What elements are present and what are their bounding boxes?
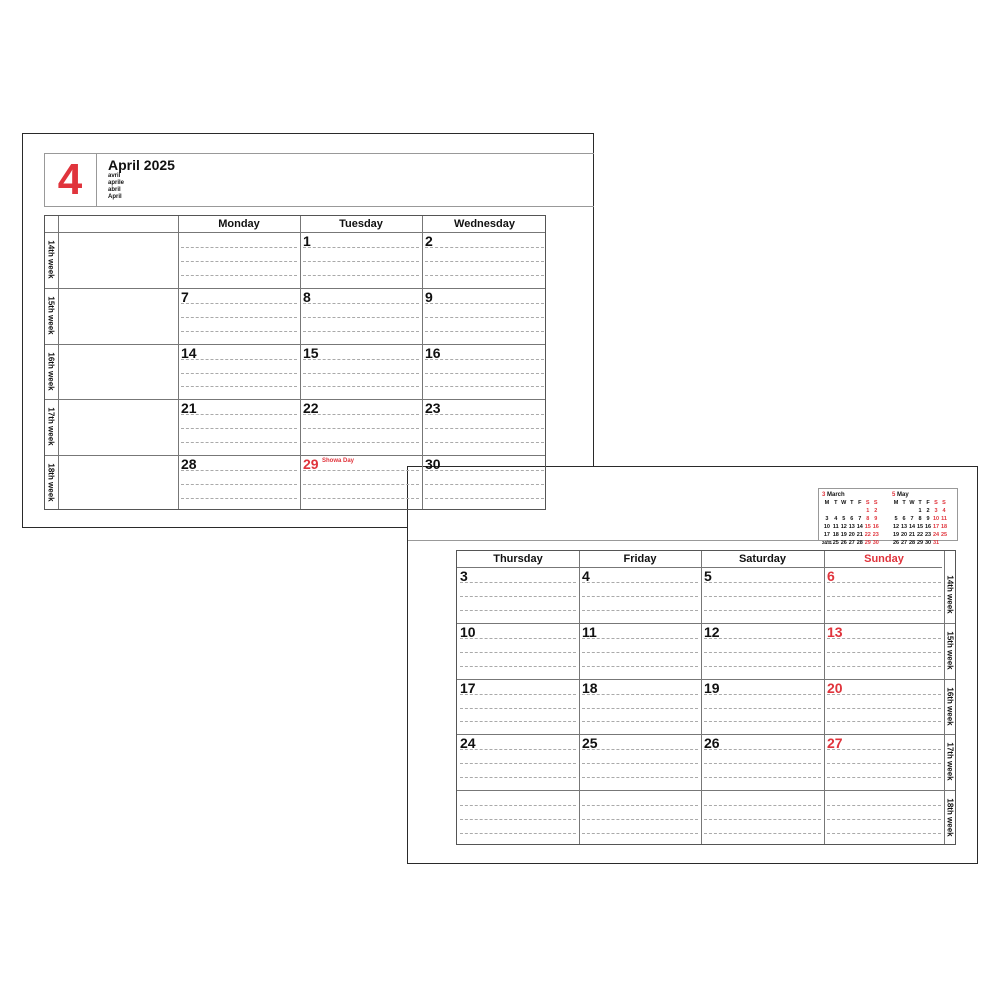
week-label: 17th week — [46, 407, 56, 446]
mini-date: 1 — [866, 508, 870, 514]
writing-line — [303, 484, 419, 485]
day-header: Friday — [623, 553, 657, 565]
writing-line — [181, 484, 297, 485]
mini-date: 27 — [900, 540, 908, 546]
mini-date: 16 — [872, 524, 879, 530]
week-label: 16th week — [46, 351, 56, 391]
writing-line — [704, 596, 821, 597]
mini-date: 20 — [900, 532, 908, 538]
mini-date: 26 — [892, 540, 900, 546]
writing-line — [460, 819, 576, 820]
writing-line — [181, 303, 297, 304]
writing-line — [827, 666, 941, 667]
mini-date: 10 — [932, 516, 940, 522]
mini-date: 25 — [940, 532, 948, 538]
mini-date: 10 — [823, 524, 830, 530]
mini-calendar-table — [892, 499, 948, 547]
date-number: 4 — [582, 568, 590, 584]
writing-line — [704, 749, 821, 750]
week-label: 17th week — [945, 742, 955, 781]
writing-line — [425, 359, 544, 360]
writing-line — [460, 721, 576, 722]
writing-line — [827, 805, 941, 806]
writing-line — [425, 428, 544, 429]
writing-line — [582, 805, 698, 806]
writing-line — [460, 708, 576, 709]
mini-date: 23 — [872, 532, 879, 538]
mini-date: 20 — [848, 532, 855, 538]
week-row-line — [45, 399, 545, 400]
writing-line — [460, 610, 576, 611]
writing-line — [425, 331, 544, 332]
grid-header-line — [45, 232, 545, 233]
mini-date: 9 — [874, 516, 878, 522]
mini-weekday: S — [934, 500, 938, 506]
mini-date — [892, 507, 900, 515]
mini-date: 21 — [908, 532, 916, 538]
writing-line — [425, 247, 544, 248]
holiday-name: Showa Day — [322, 458, 355, 465]
writing-line — [827, 694, 941, 695]
mini-date: 6 — [902, 516, 906, 522]
mini-date: 26 — [840, 540, 847, 546]
writing-line — [303, 386, 419, 387]
writing-line — [181, 442, 297, 443]
writing-line — [425, 414, 544, 415]
week-row-line — [45, 288, 545, 289]
writing-line — [303, 303, 419, 304]
writing-line — [582, 708, 698, 709]
month-alt-name: avril — [108, 173, 121, 179]
writing-line — [425, 275, 544, 276]
mini-date — [832, 507, 840, 515]
date-number: 13 — [827, 623, 843, 640]
mini-date — [840, 507, 848, 515]
writing-line — [827, 749, 941, 750]
mini-date: 4 — [834, 516, 838, 522]
writing-line — [827, 610, 941, 611]
mini-date: 22 — [864, 532, 871, 538]
day-header: Thursday — [493, 553, 543, 565]
writing-line — [303, 261, 419, 262]
date-number: 10 — [460, 623, 476, 640]
writing-line — [460, 582, 576, 583]
mini-date: 22 — [916, 532, 924, 538]
mini-date: 29 — [864, 540, 871, 546]
day-header: Sunday — [864, 553, 904, 565]
mini-date: 15 — [864, 524, 871, 530]
writing-line — [181, 470, 297, 471]
mini-date: 11 — [832, 524, 839, 530]
mini-weekday: S — [865, 500, 870, 506]
writing-line — [827, 638, 941, 639]
mini-date: 13 — [848, 524, 855, 530]
mini-date — [900, 507, 908, 515]
date-number: 8 — [303, 288, 311, 305]
writing-line — [704, 721, 821, 722]
writing-line — [181, 261, 297, 262]
mini-date: 19 — [892, 532, 900, 538]
writing-line — [704, 582, 821, 583]
mini-date: 6 — [850, 516, 854, 522]
date-number: 24 — [460, 735, 476, 752]
mini-date: 31 — [932, 540, 940, 546]
mini-date: 15 — [916, 524, 924, 530]
writing-line — [460, 777, 576, 778]
month-number: 4 — [44, 153, 97, 207]
writing-line — [181, 247, 297, 248]
writing-line — [827, 763, 941, 764]
mini-date: 23 — [924, 532, 932, 538]
mini-date: 13 — [900, 524, 908, 530]
mini-date: 18 — [832, 532, 839, 538]
writing-line — [827, 833, 941, 834]
mini-weekday: W — [841, 500, 847, 506]
mini-date: 19 — [840, 532, 847, 538]
mini-date: 5 — [894, 516, 898, 522]
writing-line — [181, 428, 297, 429]
mini-date: 14 — [908, 524, 916, 530]
right-week-grid — [456, 550, 956, 845]
mini-date: 24/31 — [822, 540, 832, 545]
writing-line — [181, 359, 297, 360]
mini-date — [908, 507, 916, 515]
mini-weekday: S — [942, 500, 946, 506]
writing-line — [704, 805, 821, 806]
writing-line — [827, 721, 941, 722]
writing-line — [303, 414, 419, 415]
writing-line — [582, 666, 698, 667]
month-title: April 2025 — [108, 157, 175, 173]
mini-calendar-month-name: May — [897, 492, 909, 498]
mini-date: 27 — [848, 540, 855, 546]
writing-line — [582, 596, 698, 597]
writing-line — [425, 470, 544, 471]
date-number: 1 — [303, 233, 311, 249]
writing-line — [582, 694, 698, 695]
mini-weekday: T — [902, 500, 906, 506]
writing-line — [425, 373, 544, 374]
writing-line — [181, 414, 297, 415]
week-label: 18th week — [46, 463, 56, 502]
day-header: Wednesday — [454, 218, 515, 230]
mini-weekday: M — [893, 500, 899, 506]
writing-line — [582, 638, 698, 639]
writing-line — [460, 652, 576, 653]
writing-line — [582, 833, 698, 834]
mini-date: 25 — [832, 540, 839, 546]
writing-line — [704, 638, 821, 639]
writing-line — [303, 442, 419, 443]
mini-calendar — [822, 491, 880, 547]
writing-line — [827, 652, 941, 653]
mini-date: 24 — [932, 532, 940, 538]
writing-line — [704, 833, 821, 834]
grid-column-line — [701, 551, 702, 844]
mini-date: 16 — [924, 524, 932, 530]
week-label: 14th week — [945, 575, 955, 614]
writing-line — [425, 442, 544, 443]
writing-line — [704, 819, 821, 820]
writing-line — [582, 763, 698, 764]
date-number: 30 — [425, 456, 441, 473]
date-number: 19 — [704, 679, 720, 696]
date-number: 2 — [425, 233, 433, 249]
mini-date: 8 — [918, 516, 922, 522]
writing-line — [181, 317, 297, 318]
week-label: 16th week — [945, 686, 955, 726]
mini-date: 5 — [842, 516, 846, 522]
mini-date: 12 — [840, 524, 847, 530]
mini-weekday: F — [926, 500, 930, 506]
date-number: 23 — [425, 400, 441, 417]
writing-line — [425, 484, 544, 485]
writing-line — [425, 498, 544, 499]
writing-line — [303, 470, 419, 471]
writing-line — [303, 317, 419, 318]
mini-calendar-title — [892, 491, 948, 499]
writing-line — [582, 610, 698, 611]
writing-line — [460, 833, 576, 834]
mini-date: 1 — [918, 508, 922, 514]
mini-date: 17 — [823, 532, 830, 538]
left-week-grid — [44, 215, 546, 510]
writing-line — [181, 373, 297, 374]
week-row-line — [45, 344, 545, 345]
writing-line — [303, 428, 419, 429]
mini-weekday: T — [850, 500, 854, 506]
mini-date: 7 — [910, 516, 914, 522]
mini-weekday: M — [824, 500, 830, 506]
writing-line — [704, 708, 821, 709]
mini-date: 2 — [926, 508, 930, 514]
writing-line — [460, 638, 576, 639]
writing-line — [704, 652, 821, 653]
date-number: 26 — [704, 735, 720, 752]
writing-line — [704, 777, 821, 778]
writing-line — [425, 303, 544, 304]
grid-column-line — [824, 551, 825, 844]
writing-line — [181, 275, 297, 276]
writing-line — [303, 275, 419, 276]
date-number: 7 — [181, 288, 189, 305]
mini-weekday: T — [834, 500, 838, 506]
day-header: Saturday — [738, 553, 787, 565]
mini-date: 30 — [924, 540, 932, 546]
mini-calendar — [892, 491, 948, 547]
mini-date: 11 — [941, 516, 947, 522]
date-number: 18 — [582, 679, 598, 696]
date-number: 21 — [181, 400, 197, 417]
writing-line — [460, 749, 576, 750]
date-number: 25 — [582, 735, 598, 752]
date-number: 20 — [827, 679, 843, 696]
mini-date: 30 — [872, 540, 879, 546]
grid-column-line — [58, 216, 59, 509]
date-number: 16 — [425, 344, 441, 361]
mini-weekday: S — [873, 500, 878, 506]
week-label: 14th week — [46, 240, 56, 279]
writing-line — [425, 386, 544, 387]
mini-weekday: W — [909, 500, 915, 506]
date-number: 3 — [460, 568, 468, 584]
writing-line — [704, 763, 821, 764]
writing-line — [582, 819, 698, 820]
mini-date: 2 — [874, 508, 878, 514]
date-number: 11 — [582, 623, 597, 640]
writing-line — [425, 261, 544, 262]
mini-date: 21 — [856, 532, 863, 538]
mini-date: 28 — [856, 540, 863, 546]
month-alt-name: April — [108, 194, 122, 200]
week-label: 15th week — [945, 631, 955, 670]
mini-date: 28 — [908, 540, 916, 546]
mini-calendar-month-number: 5 — [892, 492, 896, 498]
mini-date: 17 — [932, 524, 940, 530]
date-number: 27 — [827, 735, 843, 752]
mini-calendar-title — [822, 491, 880, 499]
grid-column-line — [422, 216, 423, 509]
writing-line — [582, 721, 698, 722]
writing-line — [582, 582, 698, 583]
writing-line — [460, 763, 576, 764]
mini-weekday: F — [858, 500, 862, 506]
writing-line — [460, 805, 576, 806]
mini-date: 14 — [856, 524, 863, 530]
date-number: 6 — [827, 568, 835, 584]
week-label: 15th week — [46, 296, 56, 335]
writing-line — [460, 666, 576, 667]
writing-line — [181, 331, 297, 332]
date-number: 28 — [181, 456, 197, 473]
writing-line — [303, 247, 419, 248]
writing-line — [303, 373, 419, 374]
date-number: 9 — [425, 288, 433, 305]
mini-date: 8 — [866, 516, 870, 522]
mini-date: 4 — [942, 508, 946, 514]
mini-date: 9 — [926, 516, 930, 522]
mini-calendar-month-number: 3 — [822, 492, 826, 498]
mini-date: 29 — [916, 540, 924, 546]
grid-column-line — [178, 216, 179, 509]
date-number: 17 — [460, 679, 476, 696]
writing-line — [582, 652, 698, 653]
mini-date — [940, 539, 948, 547]
day-header: Tuesday — [339, 218, 383, 230]
writing-line — [303, 498, 419, 499]
date-number: 29 — [303, 456, 319, 473]
mini-date — [848, 507, 856, 515]
writing-line — [460, 694, 576, 695]
date-number: 12 — [704, 623, 720, 640]
writing-line — [827, 708, 941, 709]
grid-column-line — [579, 551, 580, 844]
mini-date: 7 — [858, 516, 862, 522]
mini-date: 18 — [940, 524, 948, 530]
mini-date — [822, 507, 832, 515]
writing-line — [704, 666, 821, 667]
week-row-line — [457, 790, 955, 791]
day-header: Monday — [218, 218, 260, 230]
month-alt-name: aprile — [108, 180, 125, 186]
week-label: 18th week — [945, 798, 955, 837]
writing-line — [425, 317, 544, 318]
writing-line — [582, 749, 698, 750]
grid-header-line — [457, 567, 942, 568]
writing-line — [181, 498, 297, 499]
date-number: 5 — [704, 568, 712, 584]
grid-column-line — [300, 216, 301, 509]
mini-date: 3 — [825, 516, 829, 522]
mini-date — [856, 507, 864, 515]
mini-calendar-month-name: March — [827, 492, 845, 498]
date-number: 14 — [181, 344, 197, 361]
writing-line — [303, 331, 419, 332]
writing-line — [181, 386, 297, 387]
writing-line — [827, 596, 941, 597]
date-number: 22 — [303, 400, 319, 417]
writing-line — [303, 359, 419, 360]
mini-date: 12 — [892, 524, 900, 530]
month-alt-name: abril — [108, 187, 121, 193]
writing-line — [704, 610, 821, 611]
writing-line — [827, 819, 941, 820]
mini-date: 3 — [934, 508, 938, 514]
writing-line — [827, 582, 941, 583]
writing-line — [460, 596, 576, 597]
date-number: 15 — [303, 344, 319, 361]
week-row-line — [45, 455, 545, 456]
writing-line — [704, 694, 821, 695]
writing-line — [582, 777, 698, 778]
writing-line — [827, 777, 941, 778]
mini-calendar-table — [822, 499, 880, 547]
mini-weekday: T — [918, 500, 922, 506]
